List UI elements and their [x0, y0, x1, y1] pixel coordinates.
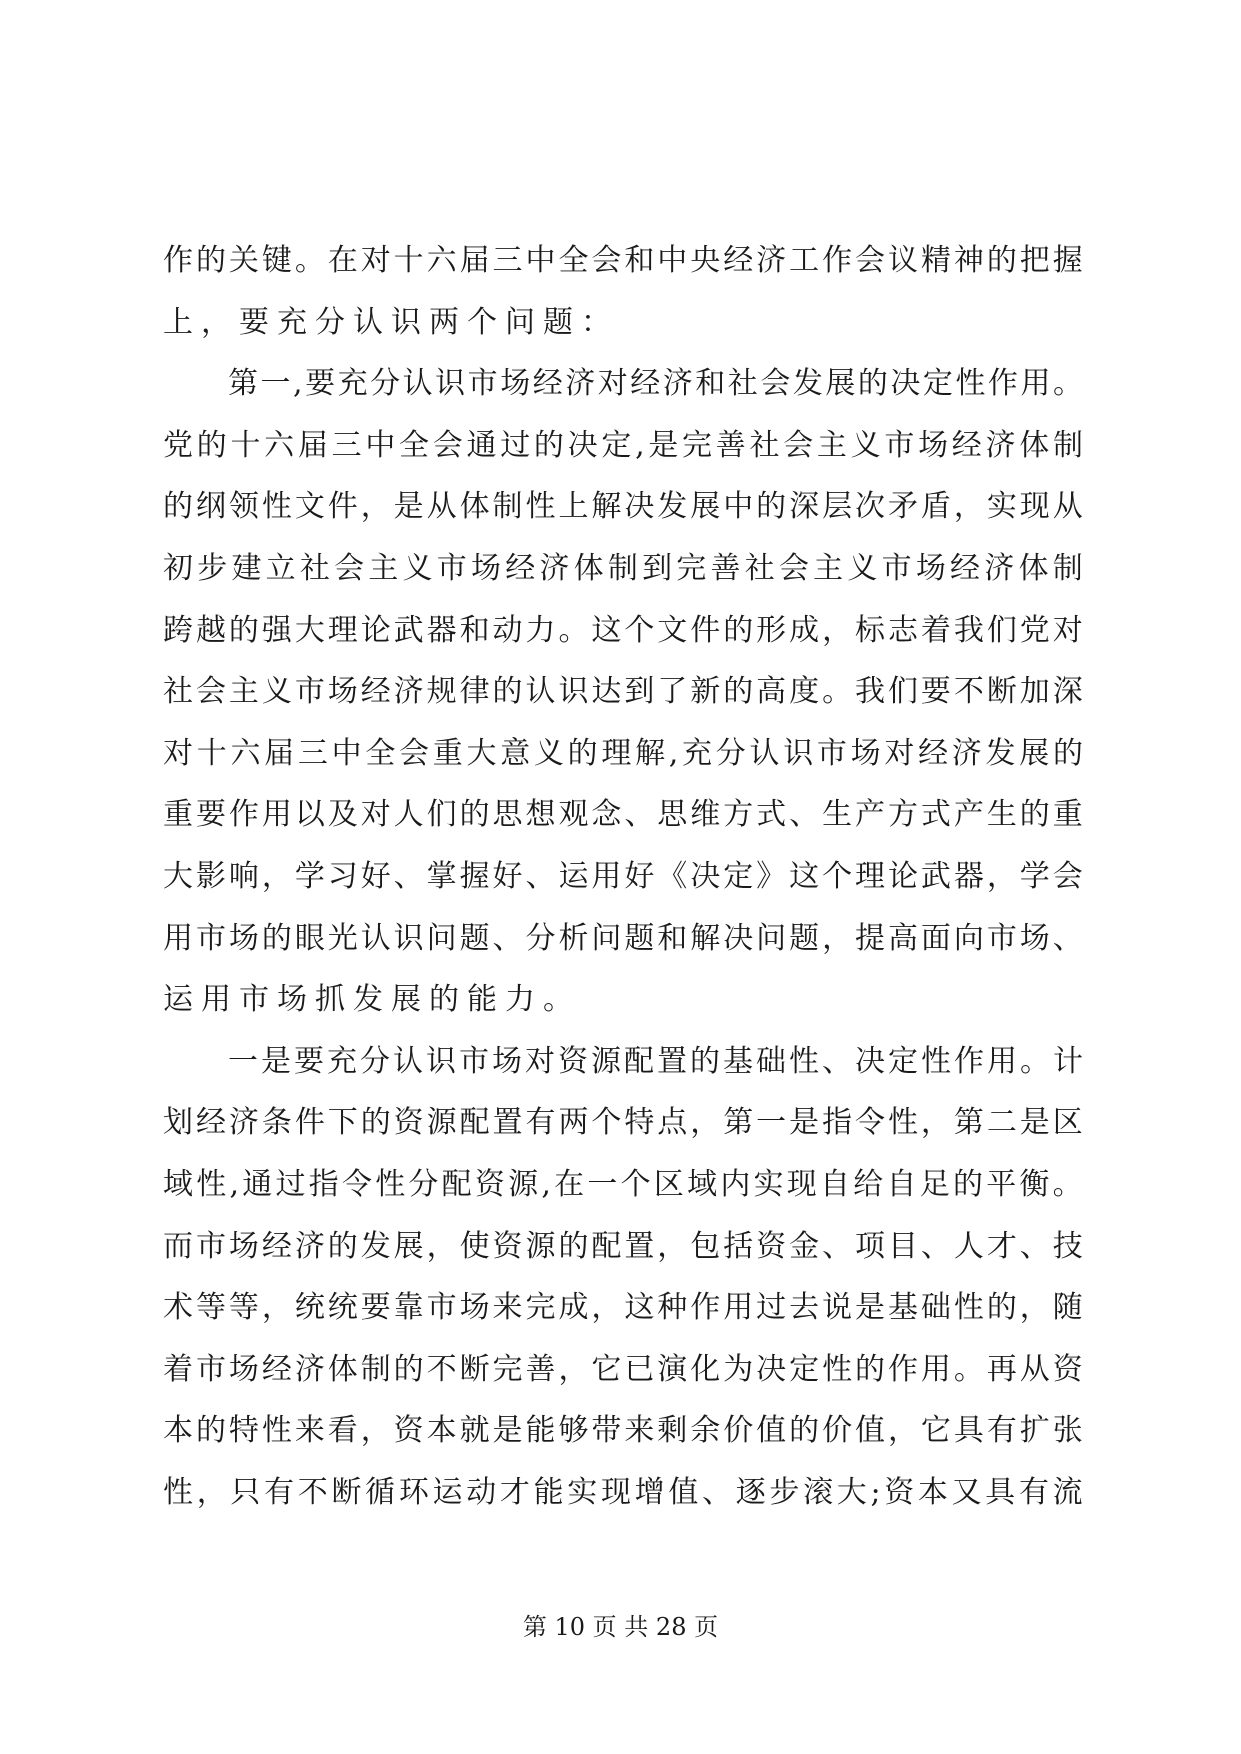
text-line: 党 的 十 六 届 三 中 全 会 通 过 的 决 定 , 是 完 善 社 会 主 义 市 场 经 济 体 制 [163, 427, 1083, 463]
text-line: 跨 越 的 强 大 理 论 武 器 和 动 力 。 这 个 文 件 的 形 成 ， 标 志 着 我 们 党 对 [163, 612, 1083, 648]
text-line: 的 纲 领 性 文 件 ， 是 从 体 制 性 上 解 决 发 展 中 的 深 层 次 矛 盾 ， 实 现 从 [163, 489, 1083, 525]
text-line: 术 等 等 ， 统 统 要 靠 市 场 来 完 成 ， 这 种 作 用 过 去 说 是 基 础 性 的 ， 随 [163, 1290, 1083, 1326]
text-line: 作 的 关 键 。 在 对 十 六 届 三 中 全 会 和 中 央 经 济 工 作 会 议 精 神 的 把 握 [163, 243, 1083, 278]
text-line: 大 影 响 ， 学 习 好 、 掌 握 好 、 运 用 好 《 决 定 》 这 个 理 论 武 器 ， 学 会 [163, 858, 1083, 894]
text-line: 域 性 , 通 过 指 令 性 分 配 资 源 , 在 一 个 区 域 内 实 现 自 给 自 足 的 平 衡 。 [163, 1166, 1083, 1202]
text-line: 划 经 济 条 件 下 的 资 源 配 置 有 两 个 特 点 ， 第 一 是 指 令 性 ， 第 二 是 区 [163, 1105, 1083, 1141]
text-line: 初 步 建 立 社 会 主 义 市 场 经 济 体 制 到 完 善 社 会 主 义 市 场 经 济 体 制 [163, 550, 1083, 586]
text-line: 社 会 主 义 市 场 经 济 规 律 的 认 识 达 到 了 新 的 高 度 。 我 们 要 不 断 加 深 [163, 674, 1083, 710]
text-line: 重 要 作 用 以 及 对 人 们 的 思 想 观 念 、 思 维 方 式 、 生 产 方 式 产 生 的 重 [163, 797, 1083, 833]
text-line: 对 十 六 届 三 中 全 会 重 大 意 义 的 理 解 , 充 分 认 识 市 场 对 经 济 发 展 的 [163, 735, 1083, 771]
text-line: 运 用 市 场 抓 发 展 的 能 力 。 [163, 982, 573, 1018]
page-footer: 第 10 页 共 28 页 [522, 1613, 719, 1641]
text-line: 第 一 , 要 充 分 认 识 市 场 经 济 对 经 济 和 社 会 发 展 的 决 定 性 作 用 。 [228, 366, 1083, 402]
text-line: 本 的 特 性 来 看 ， 资 本 就 是 能 够 带 来 剩 余 价 值 的 价 值 ， 它 具 有 扩 张 [163, 1413, 1083, 1449]
text-line: 上 ， 要 充 分 认 识 两 个 问 题 ： [163, 304, 611, 340]
text-line: 着 市 场 经 济 体 制 的 不 断 完 善 ， 它 已 演 化 为 决 定 性 的 作 用 。 再 从 资 [163, 1351, 1083, 1387]
body-text [163, 230, 1083, 1523]
text-line: 一 是 要 充 分 认 识 市 场 对 资 源 配 置 的 基 础 性 、 决 定 性 作 用 。 计 [228, 1043, 1083, 1079]
text-line: 而 市 场 经 济 的 发 展 ， 使 资 源 的 配 置 ， 包 括 资 金 、 项 目 、 人 才 、 技 [163, 1228, 1083, 1264]
text-line: 性 ， 只 有 不 断 循 环 运 动 才 能 实 现 增 值 、 逐 步 滚 大 ; 资 本 又 具 有 流 [163, 1474, 1083, 1510]
text-line: 用 市 场 的 眼 光 认 识 问 题 、 分 析 问 题 和 解 决 问 题 ， 提 高 面 向 市 场 、 [163, 920, 1083, 956]
